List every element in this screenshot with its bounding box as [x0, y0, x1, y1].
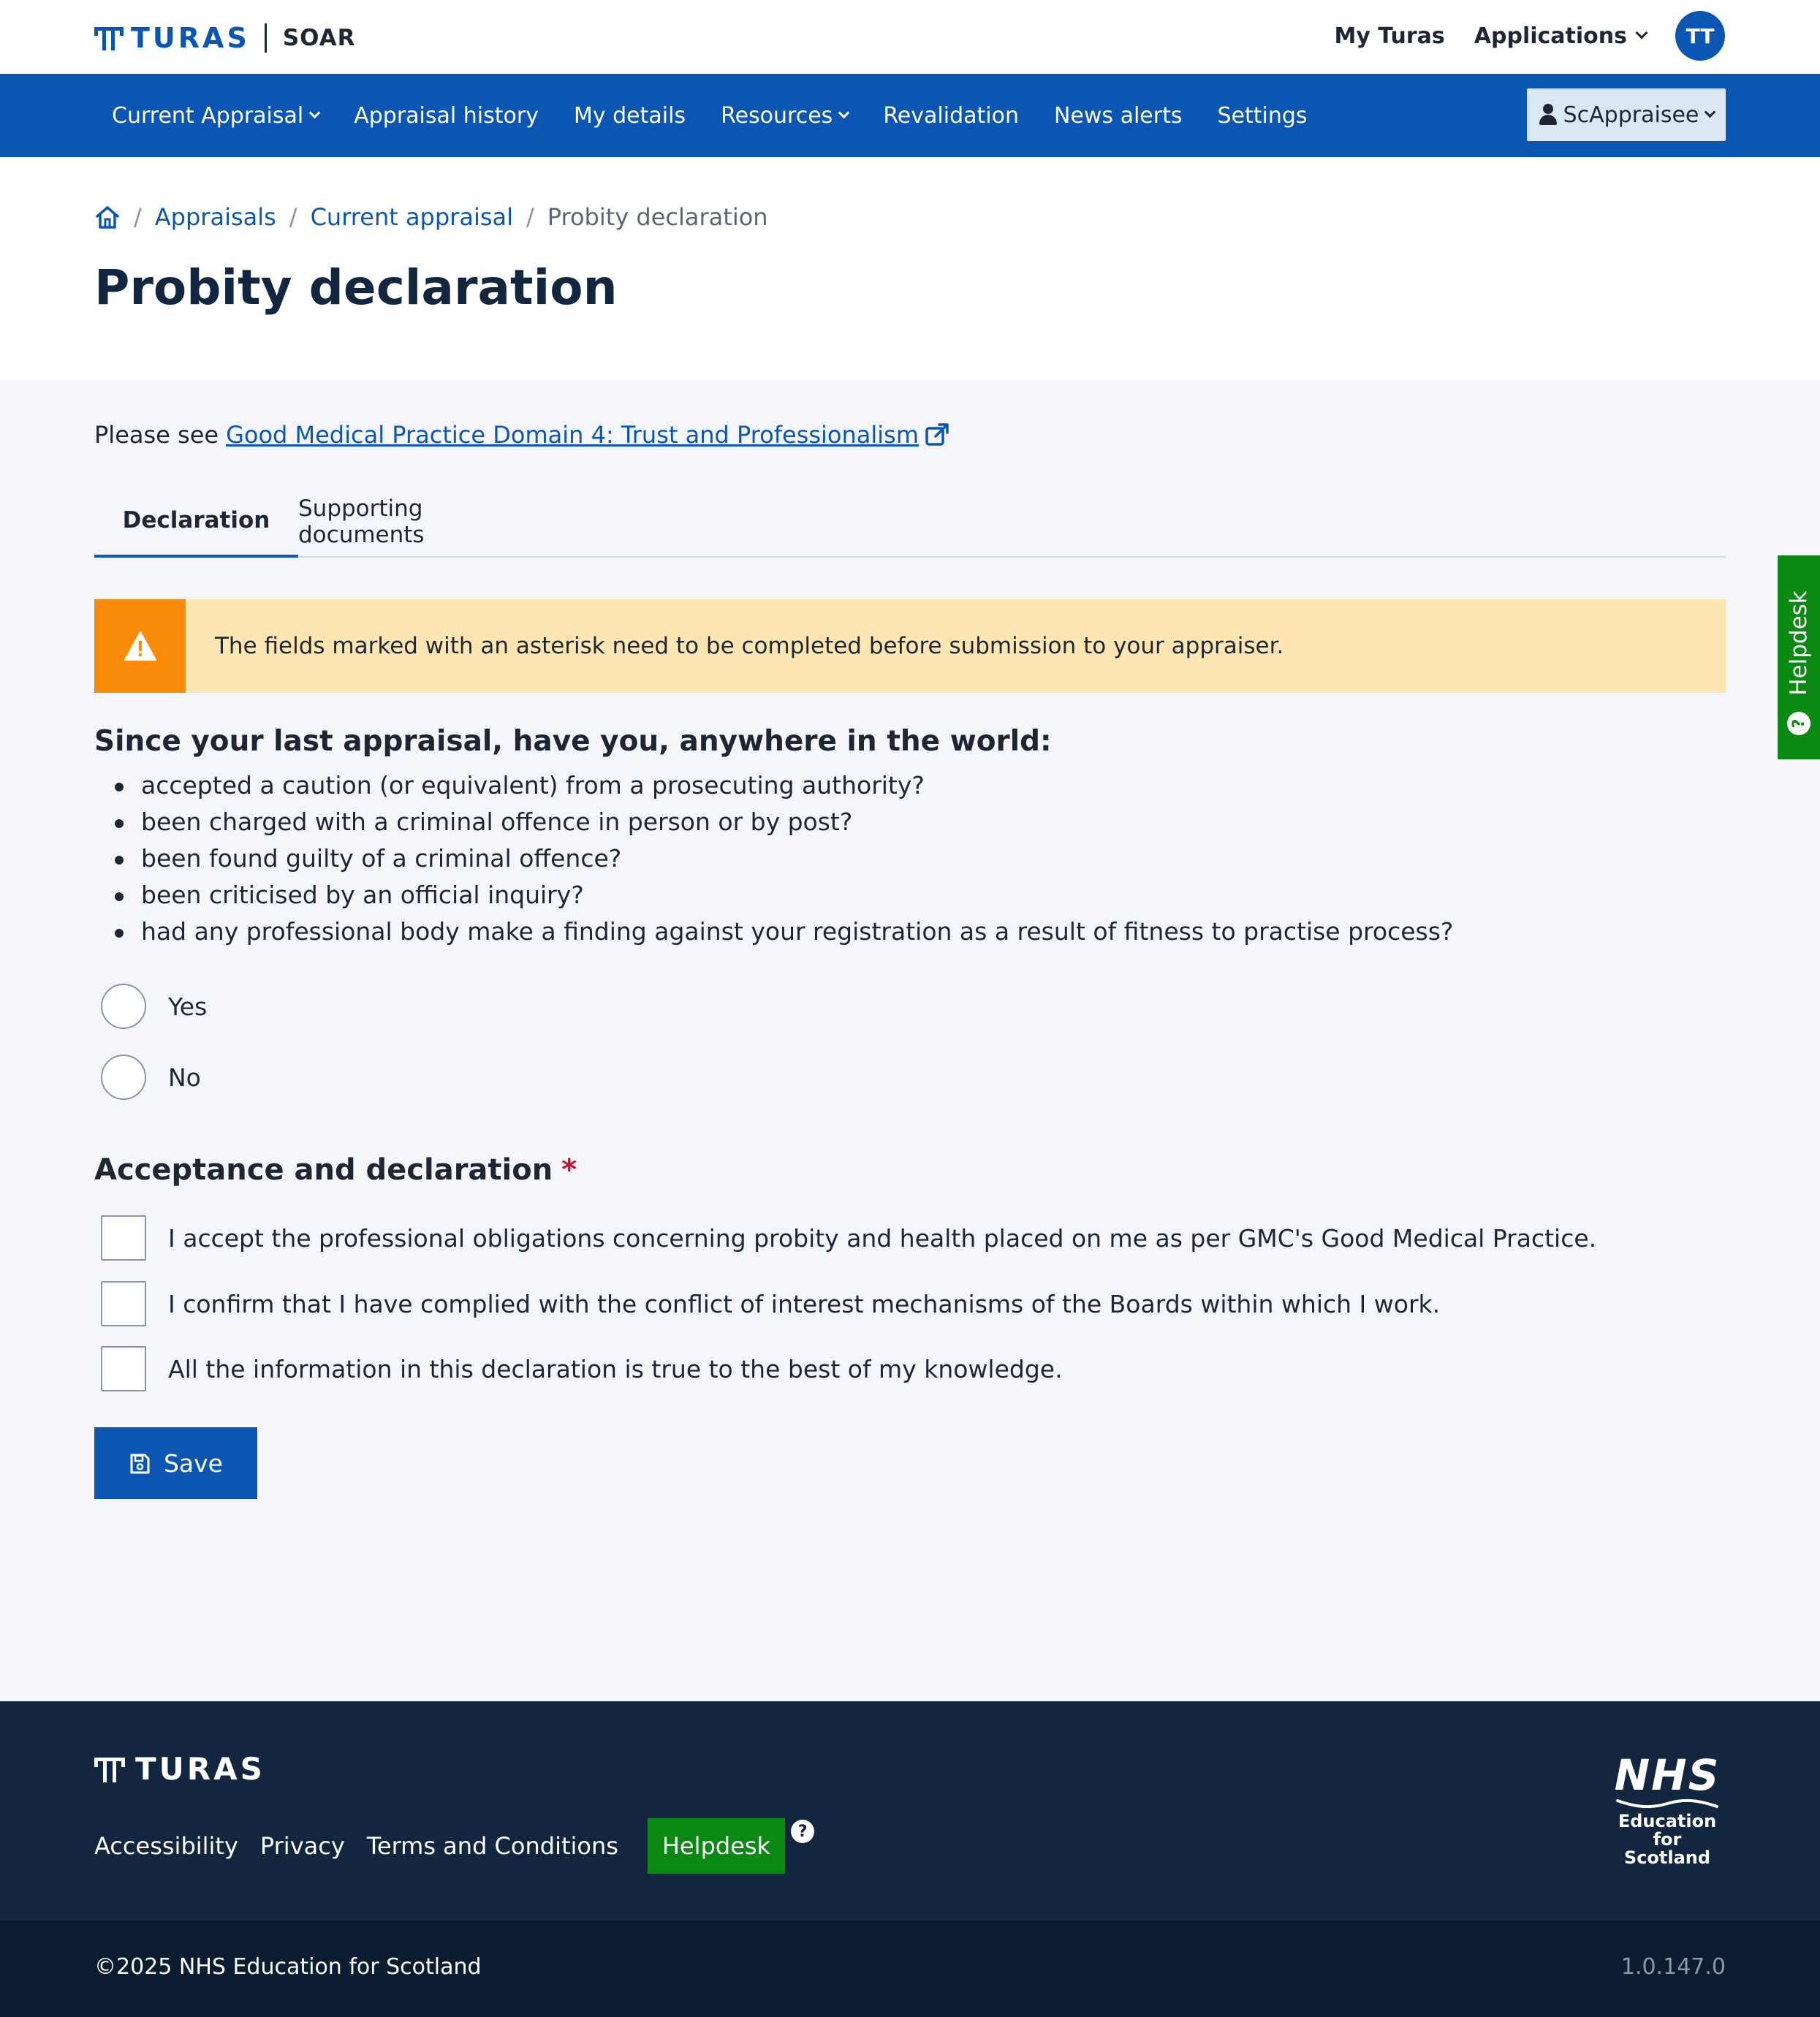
avatar[interactable]: TT	[1675, 11, 1725, 61]
accept-obligations-row[interactable]	[101, 1215, 1596, 1261]
footer-accessibility-link[interactable]: Accessibility	[94, 1832, 238, 1860]
save-button[interactable]	[94, 1427, 257, 1499]
main-content	[0, 380, 1820, 1701]
page-title: Probity declaration	[94, 259, 618, 316]
nav-my-details[interactable]: My details	[573, 102, 686, 129]
info-true-label: All the information in this declaration is true to the best of my knowledge.	[168, 1354, 1063, 1383]
conflict-of-interest-checkbox[interactable]	[101, 1281, 146, 1326]
required-asterisk: *	[561, 1153, 577, 1187]
radio-no[interactable]	[101, 1055, 146, 1100]
chevron-down-icon	[838, 107, 850, 118]
user-menu[interactable]	[1527, 88, 1726, 141]
nav-appraisal-history[interactable]: Appraisal history	[354, 102, 539, 129]
external-link-icon[interactable]	[925, 422, 949, 447]
radio-no-label: No	[168, 1063, 201, 1092]
tab-declaration[interactable]: Declaration	[94, 486, 298, 558]
list-item: been charged with a criminal offence in person or by post?	[94, 804, 1453, 840]
chevron-down-icon	[1636, 27, 1648, 39]
user-icon	[1539, 104, 1558, 126]
probity-question-list	[94, 767, 1453, 950]
alert-text: The fields marked with an asterisk need to be completed before submission to your appraiser.	[215, 633, 1284, 659]
top-header	[0, 0, 1820, 74]
footer-turas-logo	[94, 1751, 265, 1787]
info-true-checkbox[interactable]	[101, 1346, 146, 1391]
info-true-row[interactable]	[101, 1346, 1063, 1391]
nhs-logo-line1: Education	[1618, 1811, 1717, 1831]
warning-icon	[94, 599, 186, 693]
nav-resources-label: Resources	[721, 102, 833, 129]
footer-terms-link[interactable]: Terms and Conditions	[366, 1832, 618, 1860]
my-turas-link[interactable]: My Turas	[1334, 23, 1445, 49]
bottom-bar	[0, 1921, 1820, 2017]
footer	[0, 1701, 1820, 1921]
list-item: been found guilty of a criminal offence?	[94, 840, 1453, 877]
save-label: Save	[163, 1448, 223, 1478]
conflict-of-interest-label: I confirm that I have complied with the conflict of interest mechanisms of the Boards within which I work.	[168, 1289, 1441, 1318]
intro-text	[94, 421, 949, 449]
applications-label: Applications	[1474, 23, 1627, 49]
home-icon[interactable]	[94, 205, 121, 229]
breadcrumb-separator: /	[289, 203, 297, 231]
nav-current-appraisal[interactable]	[94, 103, 336, 129]
acceptance-title: Acceptance and declaration	[94, 1153, 553, 1187]
accept-obligations-checkbox[interactable]	[101, 1215, 146, 1261]
conflict-of-interest-row[interactable]	[101, 1281, 1440, 1326]
gmp-domain-link[interactable]: Good Medical Practice Domain 4: Trust and Professionalism	[226, 421, 919, 449]
save-icon	[129, 1452, 151, 1474]
turas-logo-icon	[94, 26, 124, 50]
nhs-logo-line3: Scotland	[1623, 1847, 1711, 1868]
helpdesk-side-tab[interactable]	[1778, 555, 1820, 759]
chevron-down-icon	[1705, 106, 1716, 118]
applications-menu[interactable]	[1474, 23, 1646, 49]
breadcrumb-appraisals[interactable]: Appraisals	[154, 203, 276, 231]
brand-name: TURAS	[131, 22, 250, 54]
turas-logo[interactable]	[94, 20, 356, 56]
acceptance-heading	[94, 1153, 577, 1187]
nav-current-appraisal-label: Current Appraisal	[112, 102, 304, 129]
tabs	[94, 486, 1726, 558]
nhs-logo-line2: for	[1653, 1829, 1682, 1850]
radio-yes-label: Yes	[168, 992, 208, 1021]
breadcrumb-separator: /	[134, 203, 142, 231]
breadcrumb	[94, 201, 768, 233]
nav-resources[interactable]	[703, 103, 865, 129]
breadcrumb-current: Probity declaration	[547, 203, 768, 231]
list-item: been criticised by an official inquiry?	[94, 877, 1453, 913]
turas-logo-icon	[94, 1756, 125, 1782]
radio-no-row[interactable]	[101, 1055, 201, 1100]
brand-divider	[265, 23, 267, 53]
question-circle-icon: ?	[791, 1820, 814, 1843]
accept-obligations-label: I accept the professional obligations concerning probity and health placed on me as per GMC's Good Medical Practice.	[168, 1223, 1597, 1253]
footer-links	[94, 1818, 814, 1874]
nav-news-alerts[interactable]: News alerts	[1053, 102, 1183, 129]
nhs-education-scotland-logo	[1612, 1752, 1722, 1867]
tab-supporting-documents[interactable]: Supporting documents	[298, 495, 425, 548]
title-area	[0, 157, 1820, 380]
footer-brand-name: TURAS	[135, 1751, 265, 1787]
radio-yes[interactable]	[101, 984, 146, 1029]
footer-helpdesk-button[interactable]: Helpdesk	[648, 1818, 785, 1874]
probity-question-title: Since your last appraisal, have you, anywhere in the world:	[94, 725, 1052, 758]
nhs-wave-icon	[1616, 1798, 1718, 1808]
nhs-logo-word: NHS	[1614, 1750, 1721, 1800]
radio-yes-row[interactable]	[101, 984, 207, 1029]
intro-prefix: Please see	[94, 421, 219, 449]
top-links	[1335, 10, 1726, 61]
main-nav	[0, 74, 1820, 157]
version-number: 1.0.147.0	[1620, 1954, 1726, 1980]
breadcrumb-separator: /	[526, 203, 534, 231]
warning-alert	[94, 599, 1726, 693]
list-item: had any professional body make a finding against your registration as a result of fitness to practise process?	[94, 913, 1453, 950]
footer-privacy-link[interactable]: Privacy	[259, 1832, 345, 1860]
helpdesk-side-label: Helpdesk	[1786, 590, 1812, 696]
user-name: ScAppraisee	[1563, 102, 1699, 128]
question-circle-icon: ?	[1787, 712, 1810, 735]
nav-revalidation[interactable]: Revalidation	[883, 102, 1019, 129]
breadcrumb-current-appraisal[interactable]: Current appraisal	[310, 203, 513, 231]
copyright: ©2025 NHS Education for Scotland	[94, 1954, 482, 1980]
chevron-down-icon	[309, 107, 321, 118]
list-item: accepted a caution (or equivalent) from a prosecuting authority?	[94, 767, 1453, 804]
app-name: SOAR	[282, 25, 356, 51]
nav-settings[interactable]: Settings	[1217, 102, 1308, 129]
